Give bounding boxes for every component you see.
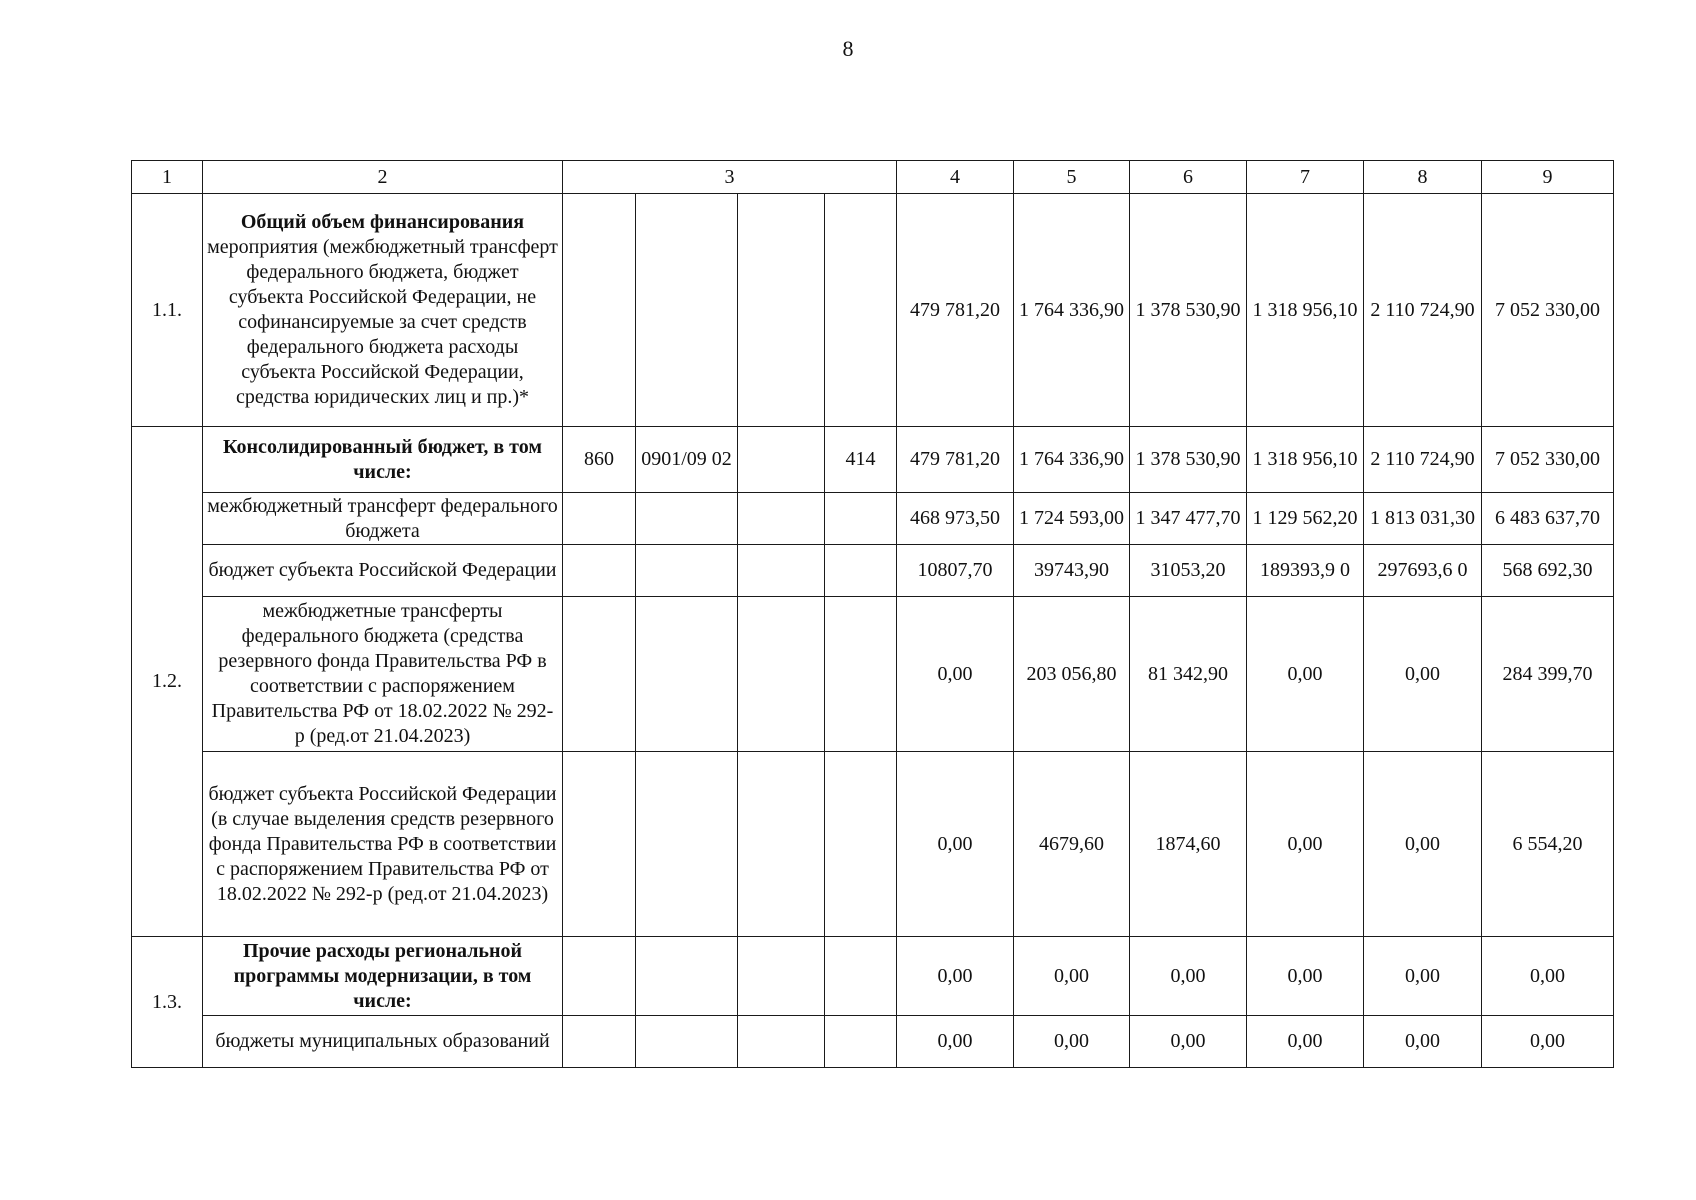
value-cell: 1 318 956,10 [1247,427,1364,493]
code-cell [636,493,738,545]
row-description: межбюджетные трансферты федерального бюджета (средства резервного фонда Правительства РФ в соответствии с распоряжением Правительства РФ от 18.02.2022 № 292-р (ред.от 21.04.2023) [203,597,563,752]
value-cell: 0,00 [1247,937,1364,1016]
row-description [203,194,563,427]
value-cell: 0,00 [897,1016,1014,1068]
row-index: 1.3. [132,937,203,1068]
value-cell: 0,00 [1014,1016,1130,1068]
value-cell: 1 764 336,90 [1014,427,1130,493]
row-description: Прочие расходы региональной программы модернизации, в том числе: [203,937,563,1016]
code-cell [738,493,825,545]
value-cell: 203 056,80 [1014,597,1130,752]
value-cell: 0,00 [897,937,1014,1016]
header-cell-9: 9 [1482,161,1614,194]
code-cell [825,597,897,752]
value-cell: 0,00 [1482,937,1614,1016]
header-cell-4: 4 [897,161,1014,194]
row-description: Консолидированный бюджет, в том числе: [203,427,563,493]
code-cell [563,937,636,1016]
value-cell: 7 052 330,00 [1482,427,1614,493]
value-cell: 0,00 [1247,752,1364,937]
code-cell [738,752,825,937]
code-cell [825,545,897,597]
value-cell: 81 342,90 [1130,597,1247,752]
table-row [132,1016,1614,1068]
row-description: бюджет субъекта Российской Федерации [203,545,563,597]
value-cell: 468 973,50 [897,493,1014,545]
code-cell [563,194,636,427]
code-cell: 0901/09 02 [636,427,738,493]
row-description-bold: Общий объем финансирования [240,211,525,233]
table-row [132,937,1614,1016]
row-description: бюджет субъекта Российской Федерации (в случае выделения средств резервного фонда Правительства РФ в соответствии с распоряжением Правительства РФ от 18.02.2022 № 292-р (ред.от 21.04.2023) [203,752,563,937]
value-cell: 479 781,20 [897,194,1014,427]
row-index: 1.2. [132,427,203,937]
value-cell: 1 764 336,90 [1014,194,1130,427]
header-cell-6: 6 [1130,161,1247,194]
table-row [132,752,1614,937]
code-cell [738,597,825,752]
value-cell: 0,00 [1364,937,1482,1016]
value-cell: 189393,9 0 [1247,545,1364,597]
value-cell: 284 399,70 [1482,597,1614,752]
code-cell [563,1016,636,1068]
value-cell: 1 724 593,00 [1014,493,1130,545]
row-description: межбюджетный трансферт федерального бюджета [203,493,563,545]
code-cell [738,545,825,597]
value-cell: 1 318 956,10 [1247,194,1364,427]
code-cell [563,545,636,597]
code-cell [825,937,897,1016]
header-cell-8: 8 [1364,161,1482,194]
value-cell: 0,00 [1014,937,1130,1016]
value-cell: 39743,90 [1014,545,1130,597]
value-cell: 10807,70 [897,545,1014,597]
code-cell [636,545,738,597]
value-cell: 0,00 [1364,1016,1482,1068]
value-cell: 0,00 [1364,752,1482,937]
header-cell-1: 1 [132,161,203,194]
code-cell [636,597,738,752]
page-number: 8 [842,36,854,61]
code-cell: 414 [825,427,897,493]
value-cell: 479 781,20 [897,427,1014,493]
value-cell: 2 110 724,90 [1364,194,1482,427]
table-row [132,493,1614,545]
table-row [132,597,1614,752]
value-cell: 0,00 [1130,1016,1247,1068]
table-row [132,194,1614,427]
header-cell-3: 3 [563,161,897,194]
value-cell: 4679,60 [1014,752,1130,937]
code-cell [738,937,825,1016]
value-cell: 0,00 [1482,1016,1614,1068]
value-cell: 31053,20 [1130,545,1247,597]
value-cell: 0,00 [897,752,1014,937]
value-cell: 1 813 031,30 [1364,493,1482,545]
value-cell: 2 110 724,90 [1364,427,1482,493]
code-cell [825,1016,897,1068]
code-cell [636,937,738,1016]
row-index: 1.1. [132,194,203,427]
code-cell [738,194,825,427]
value-cell: 1874,60 [1130,752,1247,937]
header-cell-5: 5 [1014,161,1130,194]
code-cell [738,1016,825,1068]
header-cell-7: 7 [1247,161,1364,194]
code-cell [636,194,738,427]
value-cell: 6 483 637,70 [1482,493,1614,545]
value-cell: 1 378 530,90 [1130,427,1247,493]
code-cell [636,1016,738,1068]
value-cell: 297693,6 0 [1364,545,1482,597]
value-cell: 6 554,20 [1482,752,1614,937]
value-cell: 1 129 562,20 [1247,493,1364,545]
value-cell: 7 052 330,00 [1482,194,1614,427]
table-row [132,545,1614,597]
row-description: бюджеты муниципальных образований [203,1016,563,1068]
value-cell: 0,00 [1247,1016,1364,1068]
code-cell [563,597,636,752]
code-cell [563,752,636,937]
value-cell: 0,00 [1247,597,1364,752]
code-cell [825,493,897,545]
financing-table [131,160,1614,1068]
code-cell: 860 [563,427,636,493]
table-row [132,427,1614,493]
value-cell: 0,00 [897,597,1014,752]
code-cell [825,194,897,427]
code-cell [563,493,636,545]
code-cell [636,752,738,937]
value-cell: 1 378 530,90 [1130,194,1247,427]
value-cell: 568 692,30 [1482,545,1614,597]
header-row [132,161,1614,194]
value-cell: 0,00 [1130,937,1247,1016]
value-cell: 0,00 [1364,597,1482,752]
header-cell-2: 2 [203,161,563,194]
value-cell: 1 347 477,70 [1130,493,1247,545]
row-description-rest: мероприятия (межбюджетный трансферт федерального бюджета, бюджет субъекта Российской Федерации, не софинансируемые за счет средств федерального бюджета расходы субъекта Российской Федерации, средства юридических лиц и пр.)* [207,236,558,408]
code-cell [738,427,825,493]
code-cell [825,752,897,937]
